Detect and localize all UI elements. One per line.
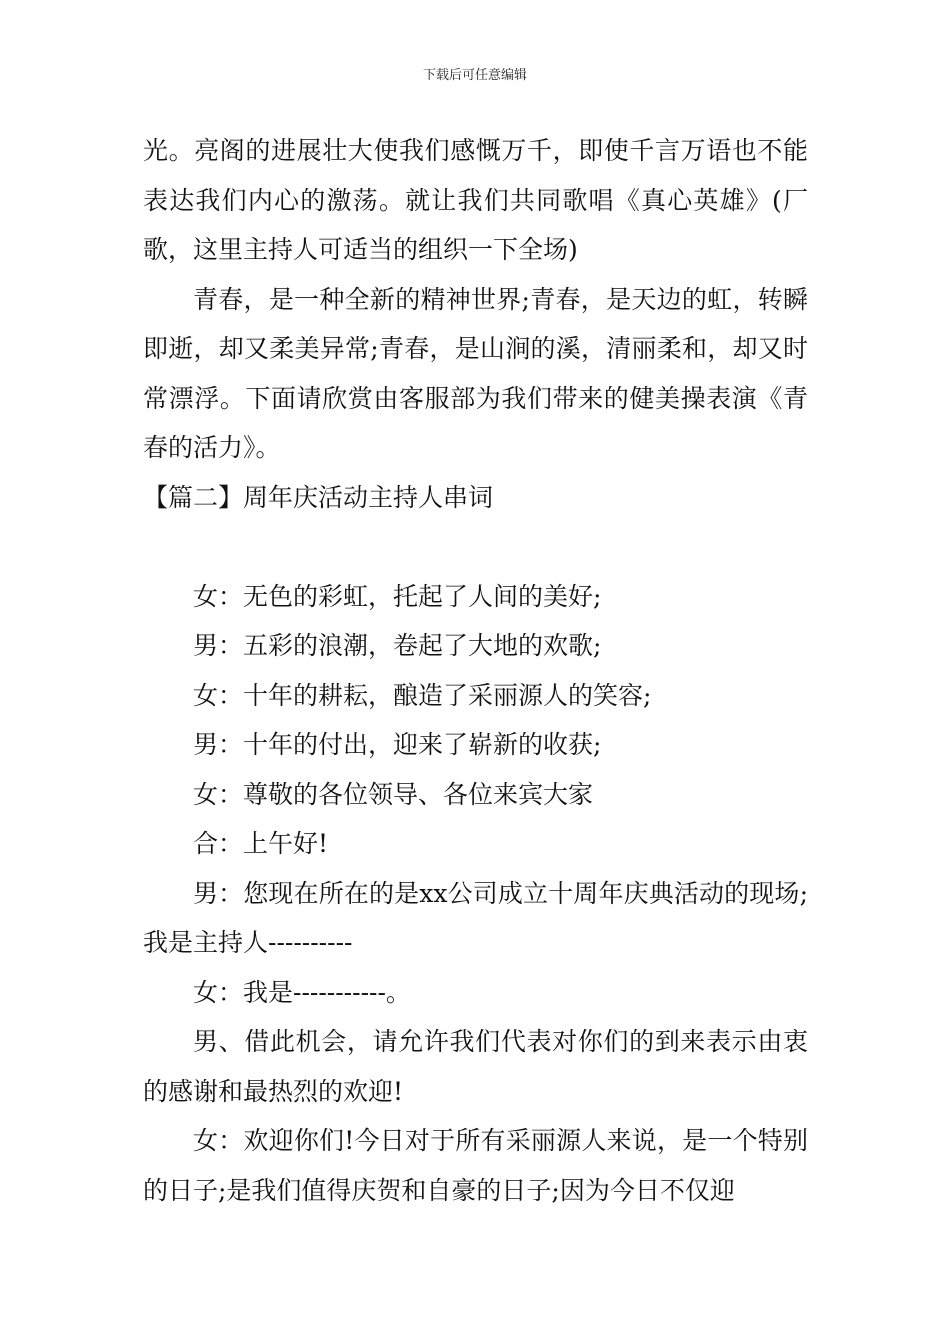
page-header: 下载后可任意编辑 — [422, 68, 527, 83]
blank-line — [143, 522, 808, 572]
dialogue-line: 女：尊敬的各位领导、各位来宾大家 — [193, 779, 594, 809]
document-body — [143, 126, 808, 1215]
paragraph-2: 青春，是一种全新的精神世界;青春，是天边的虹，转瞬即逝，却又柔美异常;青春，是山涧的溪，清丽柔和，却又时常漂浮。下面请欣赏由客服部为我们带来的健美操表演《青春的活力》。 — [143, 284, 808, 462]
dialogue-line: 男、借此机会，请允许我们代表对你们的到来表示由衷的感谢和最热烈的欢迎! — [143, 1027, 808, 1106]
dialogue-line: 合：上午好! — [193, 829, 329, 858]
dialogue-line: 女：无色的彩虹，托起了人间的美好; — [193, 581, 602, 611]
section-title: 【篇二】周年庆活动主持人串词 — [143, 482, 494, 512]
dialogue-line: 男：您现在所在的是xx公司成立十周年庆典活动的现场;我是主持人---------- — [143, 878, 808, 957]
dialogue-line: 女：欢迎你们!今日对于所有采丽源人来说，是一个特别的日子;是我们值得庆贺和自豪的日子;因为今日不仅迎 — [143, 1126, 808, 1205]
dialogue-line: 男：十年的付出，迎来了崭新的收获; — [193, 730, 602, 759]
dialogue-line: 男：五彩的浪潮，卷起了大地的欢歌; — [193, 631, 602, 660]
dialogue-line: 女：十年的耕耘，酿造了采丽源人的笑容; — [193, 680, 652, 710]
dialogue-line: 女：我是-----------。 — [193, 977, 411, 1007]
paragraph-1: 光。亮阁的进展壮大使我们感慨万千，即使千言万语也不能表达我们内心的激荡。就让我们共同歌唱《真心英雄》(厂歌，这里主持人可适当的组织一下全场) — [143, 136, 808, 264]
